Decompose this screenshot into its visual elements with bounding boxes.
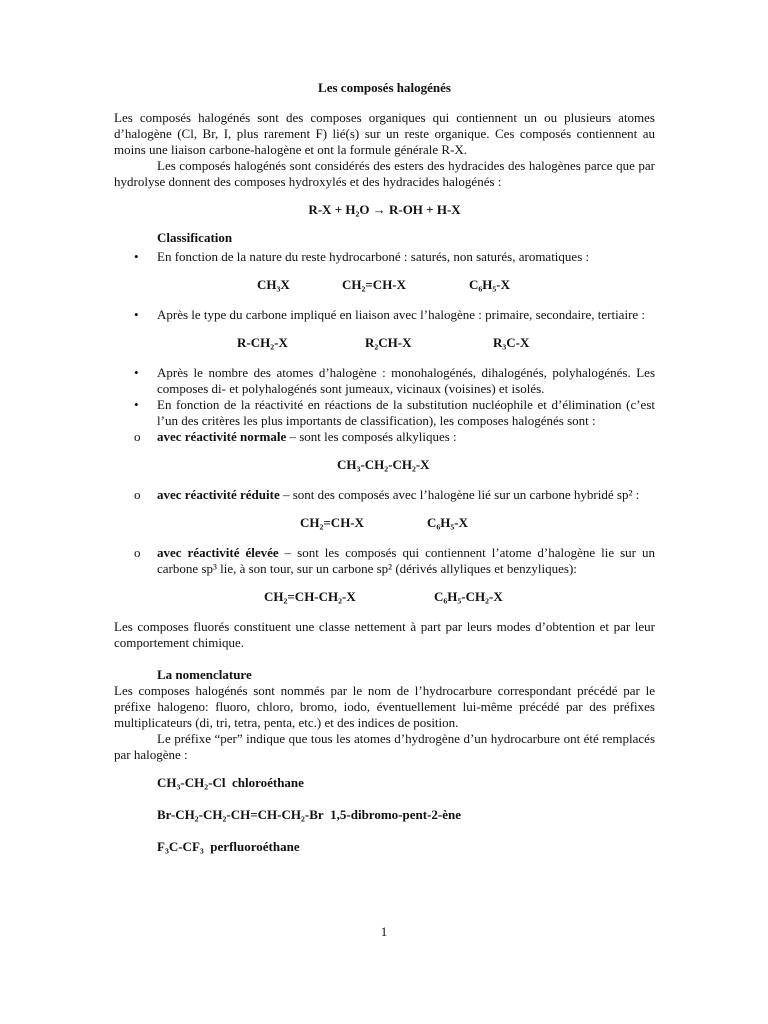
intro-paragraph-2: Les composés halogénés sont considérés des esters des hydracides des halogènes parce que par hydrolyse donnent des composes hydroxylés et des hydracides halogénés : [114, 158, 655, 189]
bullet-item [114, 307, 655, 323]
circle-bullet-icon: o [134, 487, 141, 502]
bullet-icon: • [134, 397, 139, 412]
reactivity-text: – sont des composés avec l’halogène lié sur un carbone hybridé sp² : [279, 487, 640, 502]
fluorine-paragraph: Les composes fluorés constituent une classe nettement à part par leurs modes d’obtention et par leur comportement chimique. [114, 619, 655, 650]
reactivity-text: – sont les composés alkyliques : [286, 429, 457, 444]
bullet-icon: • [134, 249, 139, 264]
intro-paragraph-1: Les composés halogénés sont des composes organiques qui contiennent un ou plusieurs atomes d’halogène (Cl, Br, I, plus rarement F) lié(s) sur un reste organique. Ces composés contiennent au moins une liaison carbone-halogène et ont la formule générale R-X. [114, 110, 655, 157]
formula-row [114, 589, 655, 605]
formula: C₆H₅-X [469, 277, 511, 292]
example-row [157, 775, 655, 791]
reactivity-label: avec réactivité élevée [157, 545, 279, 560]
formula: CH₂=CH-X [300, 515, 365, 530]
formula: R-CH₂-X [237, 335, 288, 350]
reactivity-text: – sont les composés qui contiennent l’atome d’halogène lie sur un carbone sp³ lie, à son tour, sur un carbone sp² (dérivés allyliques et benzyliques): [157, 545, 655, 576]
formula: C₆H₅-X [427, 515, 469, 530]
bullet-text: En fonction de la nature du reste hydrocarboné : saturés, non saturés, aromatiques : [157, 249, 590, 264]
formula: R₂CH-X [365, 335, 412, 350]
reactivity-label: avec réactivité réduite [157, 487, 280, 502]
bullet-text: Après le nombre des atomes d’halogène : monohalogénés, dihalogénés, polyhalogénés. Les composes di- et polyhalogénés sont jumeaux, vicinaux (voisines) et isolés. [157, 365, 655, 396]
document-page [114, 80, 655, 855]
example-formula: Br-CH₂-CH₂-CH=CH-CH₂-Br [157, 807, 324, 822]
bullet-item [114, 249, 655, 265]
bullet-text: En fonction de la réactivité en réactions de la substitution nucléophile et d’élimination (c’est l’un des critères les plus importants de classification), les composes halogénés sont : [157, 397, 655, 428]
reactivity-label: avec réactivité normale [157, 429, 287, 444]
bullet-item [114, 365, 655, 397]
hydrolysis-equation: R-X + H₂O → R-OH + H-X [308, 202, 461, 217]
classification-heading: Classification [157, 230, 233, 245]
formula: R₃C-X [493, 335, 530, 350]
example-formula: F₃C-CF₃ [157, 839, 204, 854]
circle-bullet-icon: o [134, 545, 141, 560]
formula-row [114, 457, 655, 473]
sub-bullet-item [114, 429, 655, 445]
nomenclature-heading: La nomenclature [157, 667, 252, 682]
nomenclature-paragraph-2: Le préfixe “per” indique que tous les atomes d’hydrogène d’un hydrocarbure ont été remplacés par halogène : [114, 731, 655, 762]
sub-bullet-item [114, 545, 655, 577]
example-formula: CH₃-CH₂-Cl [157, 775, 226, 790]
bullet-icon: • [134, 365, 139, 380]
example-row [157, 839, 655, 855]
bullet-text: Après le type du carbone impliqué en liaison avec l’halogène : primaire, secondaire, tertiaire : [157, 307, 646, 322]
formula-row [114, 335, 655, 351]
example-name: perfluoroéthane [210, 839, 300, 854]
nomenclature-paragraph-1: Les composes halogénés sont nommés par le nom de l’hydrocarbure correspondant précédé par le préfixe halogeno: fluoro, chloro, bromo, iodo, éventuellement lui-même précédé par des préfixes multiplicateurs (di, tri, tetra, penta, etc.) et des indices de position. [114, 683, 655, 730]
formula: CH₃-CH₂-CH₂-X [337, 457, 430, 472]
circle-bullet-icon: o [134, 429, 141, 444]
page-number: 1 [380, 924, 388, 939]
example-name: 1,5-dibromo-pent-2-ène [330, 807, 461, 822]
formula: CH₃X [257, 277, 290, 292]
formula-row [114, 515, 655, 531]
formula-row [114, 277, 655, 293]
example-name: chloroéthane [231, 775, 304, 790]
example-row [157, 807, 655, 823]
formula: C₆H₅-CH₂-X [434, 589, 503, 604]
sub-bullet-item [114, 487, 655, 503]
page-title: Les composés halogénés [318, 80, 451, 95]
bullet-icon: • [134, 307, 139, 322]
formula: CH₂=CH-CH₂-X [264, 589, 356, 604]
formula: CH₂=CH-X [342, 277, 407, 292]
bullet-item [114, 397, 655, 429]
